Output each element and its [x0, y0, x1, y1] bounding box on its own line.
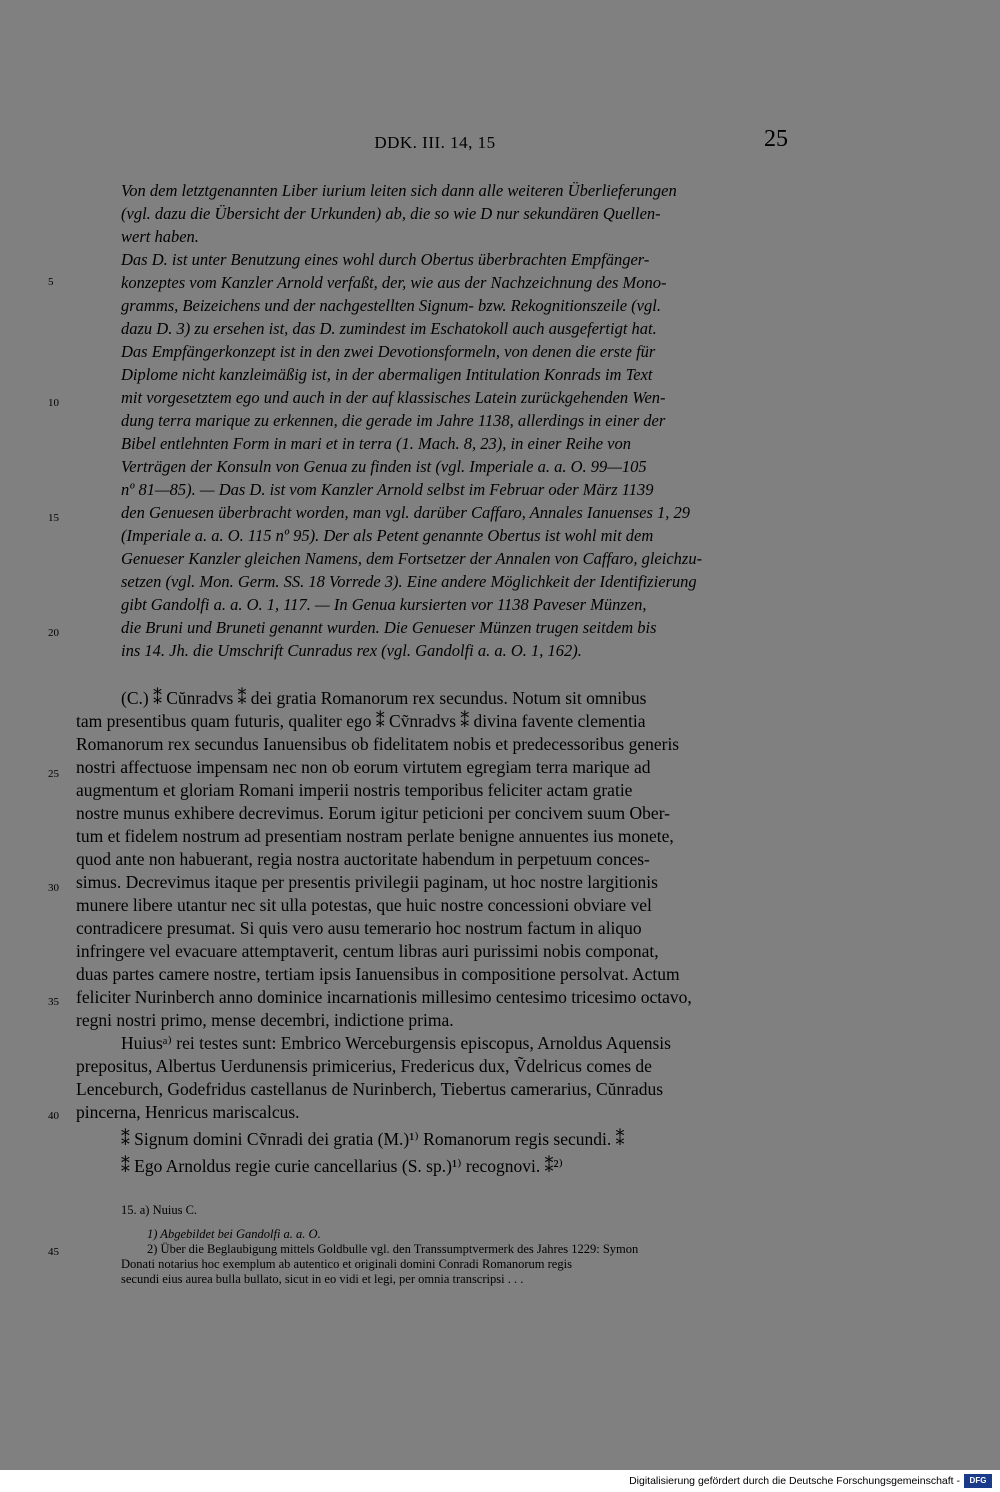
footer-bar	[0, 1470, 1000, 1492]
recognition-line: ⁑ Ego Arnoldus regie curie cancellarius (S. sp.)¹⁾ recognovi. ⁑²⁾	[121, 1156, 563, 1176]
witness-line: prepositus, Albertus Uerdunensis primicerius, Fredericus dux, Ṽdelricus comes de	[76, 1056, 652, 1076]
charter-line: quod ante non habuerant, regia nostra auctoritate habendum in perpetuum conces-	[76, 849, 650, 869]
witness-line: pincerna, Henricus mariscalcus.	[76, 1102, 300, 1122]
witness-line: Lenceburch, Godefridus castellanus de Nurinberch, Tiebertus camerarius, Cŭnradus	[76, 1079, 664, 1099]
charter-line: regni nostri primo, mense decembri, indictione prima.	[76, 1010, 454, 1030]
commentary-line: mit vorgesetztem ego und auch in der auf klassisches Latein zurückgehenden Wen-	[121, 388, 666, 407]
charter-line: augmentum et gloriam Romani imperii nostris temporibus feliciter actam gratie	[76, 780, 633, 800]
page-number: 25	[764, 126, 788, 152]
commentary-line: Das D. ist unter Benutzung eines wohl durch Obertus überbrachten Empfänger-	[121, 250, 650, 269]
commentary-line: Das Empfängerkonzept ist in den zwei Devotionsformeln, von denen die erste für	[121, 342, 656, 361]
witness-line: Huiusᵃ⁾ rei testes sunt: Embrico Werceburgensis episcopus, Arnoldus Aquensis	[121, 1033, 671, 1053]
footnote-2-line: Donati notarius hoc exemplum ab autentico et originali domini Conradi Romanorum regis	[121, 1257, 572, 1271]
line-number: 30	[48, 882, 59, 894]
running-title: DDK. III. 14, 15	[374, 133, 496, 152]
line-number: 20	[48, 627, 59, 639]
charter-line: tam presentibus quam futuris, qualiter ego ⁑ Cṽnradvs ⁑ divina favente clementia	[76, 711, 646, 731]
commentary-line: (vgl. dazu die Übersicht der Urkunden) ab, die so wie D nur sekundären Quellen-	[121, 204, 661, 223]
charter-line: duas partes camere nostre, tertiam ipsis Ianuensibus in compositione persolvat. Actum	[76, 964, 680, 984]
charter-line: nostri affectuose impensam nec non ob eorum virtutem egregiam terra marique ad	[76, 757, 651, 777]
commentary-line: dung terra marique zu erkennen, die gerade im Jahre 1138, allerdings in einer der	[121, 411, 666, 430]
commentary-line: Diplome nicht kanzleimäßig ist, in der abermaligen Intitulation Konrads im Text	[121, 365, 653, 384]
commentary-line: setzen (vgl. Mon. Germ. SS. 18 Vorrede 3). Eine andere Möglichkeit der Identifizierung	[121, 572, 697, 591]
commentary-line: Bibel entlehnten Form in mari et in terra (1. Mach. 8, 23), in einer Reihe von	[121, 434, 632, 453]
charter-line: Romanorum rex secundus Ianuensibus ob fidelitatem nobis et predecessoribus generis	[76, 734, 680, 754]
charter-line: contradicere presumat. Si quis vero ausu temerario hoc nostrum factum in aliquo	[76, 918, 642, 938]
line-number: 5	[48, 276, 54, 288]
commentary-line: gramms, Beizeichens und der nachgestellten Signum- bzw. Rekognitionszeile (vgl.	[121, 296, 661, 315]
line-number: 35	[48, 996, 59, 1008]
commentary-line: (Imperiale a. a. O. 115 nº 95). Der als Petent genannte Obertus ist wohl mit dem	[121, 526, 654, 545]
charter-line: (C.) ⁑ Cŭnradvs ⁑ dei gratia Romanorum rex secundus. Notum sit omnibus	[121, 688, 647, 708]
line-number: 45	[48, 1246, 59, 1258]
variant-note: 15. a) Nuius C.	[121, 1203, 198, 1217]
commentary-line: Genueser Kanzler gleichen Namens, dem Fortsetzer der Annalen von Caffaro, gleichzu-	[121, 549, 703, 568]
charter-line: tum et fidelem nostrum ad presentiam nostram perlate benigne annuentes ius monete,	[76, 826, 674, 846]
commentary-line: dazu D. 3) zu ersehen ist, das D. zumindest im Eschatokoll auch ausgefertigt hat.	[121, 319, 657, 338]
line-number: 10	[48, 397, 59, 409]
commentary-line: Verträgen der Konsuln von Genua zu finden ist (vgl. Imperiale a. a. O. 99—105	[121, 457, 647, 476]
signum-line: ⁑ Signum domini Cṽnradi dei gratia (M.)¹⁾ Romanorum regis secundi. ⁑	[121, 1129, 625, 1149]
line-number: 25	[48, 768, 59, 780]
charter-line: munere libere utantur nec sit ulla potestas, que huic nostre concessioni obviare vel	[76, 895, 652, 915]
footnote-2-line: 2) Über die Beglaubigung mittels Goldbulle vgl. den Transsumptvermerk des Jahres 1229: Symon	[147, 1242, 639, 1256]
line-number: 40	[48, 1110, 59, 1122]
line-number: 15	[48, 512, 59, 524]
commentary-line: ins 14. Jh. die Umschrift Cunradus rex (vgl. Gandolfi a. a. O. 1, 162).	[121, 641, 582, 660]
charter-line: nostre munus exhibere decrevimus. Eorum igitur peticioni per concivem suum Ober-	[76, 803, 671, 823]
charter-line: feliciter Nurinberch anno dominice incarnationis millesimo centesimo tricesimo octavo,	[76, 987, 692, 1007]
footnote-2-line: secundi eius aurea bulla bullato, sicut in eo vidi et legi, per omnia transcripsi . . .	[121, 1272, 524, 1286]
commentary-line: Von dem letztgenannten Liber iurium leiten sich dann alle weiteren Überlieferungen	[121, 181, 677, 200]
commentary-line: konzeptes vom Kanzler Arnold verfaßt, der, wie aus der Nachzeichnung des Mono-	[121, 273, 667, 292]
commentary-line: nº 81—85). — Das D. ist vom Kanzler Arnold selbst im Februar oder März 1139	[121, 480, 654, 499]
commentary-line: die Bruni und Bruneti genannt wurden. Die Genueser Münzen trugen seitdem bis	[121, 618, 657, 637]
dfg-logo: DFG	[964, 1474, 992, 1488]
funding-credit: Digitalisierung gefördert durch die Deutsche Forschungsgemeinschaft -	[629, 1475, 960, 1487]
charter-line: simus. Decrevimus itaque per presentis privilegii paginam, ut hoc nostre largitionis	[76, 872, 658, 892]
commentary-line: den Genuesen überbracht worden, man vgl. darüber Caffaro, Annales Ianuenses 1, 29	[121, 503, 691, 522]
commentary-line: gibt Gandolfi a. a. O. 1, 117. — In Genua kursierten vor 1138 Paveser Münzen,	[121, 595, 647, 614]
commentary-line: wert haben.	[121, 227, 199, 246]
footnote-1: 1) Abgebildet bei Gandolfi a. a. O.	[147, 1227, 321, 1241]
charter-line: infringere vel evacuare attemptaverit, centum libras auri purissimi nobis componat,	[76, 941, 659, 961]
